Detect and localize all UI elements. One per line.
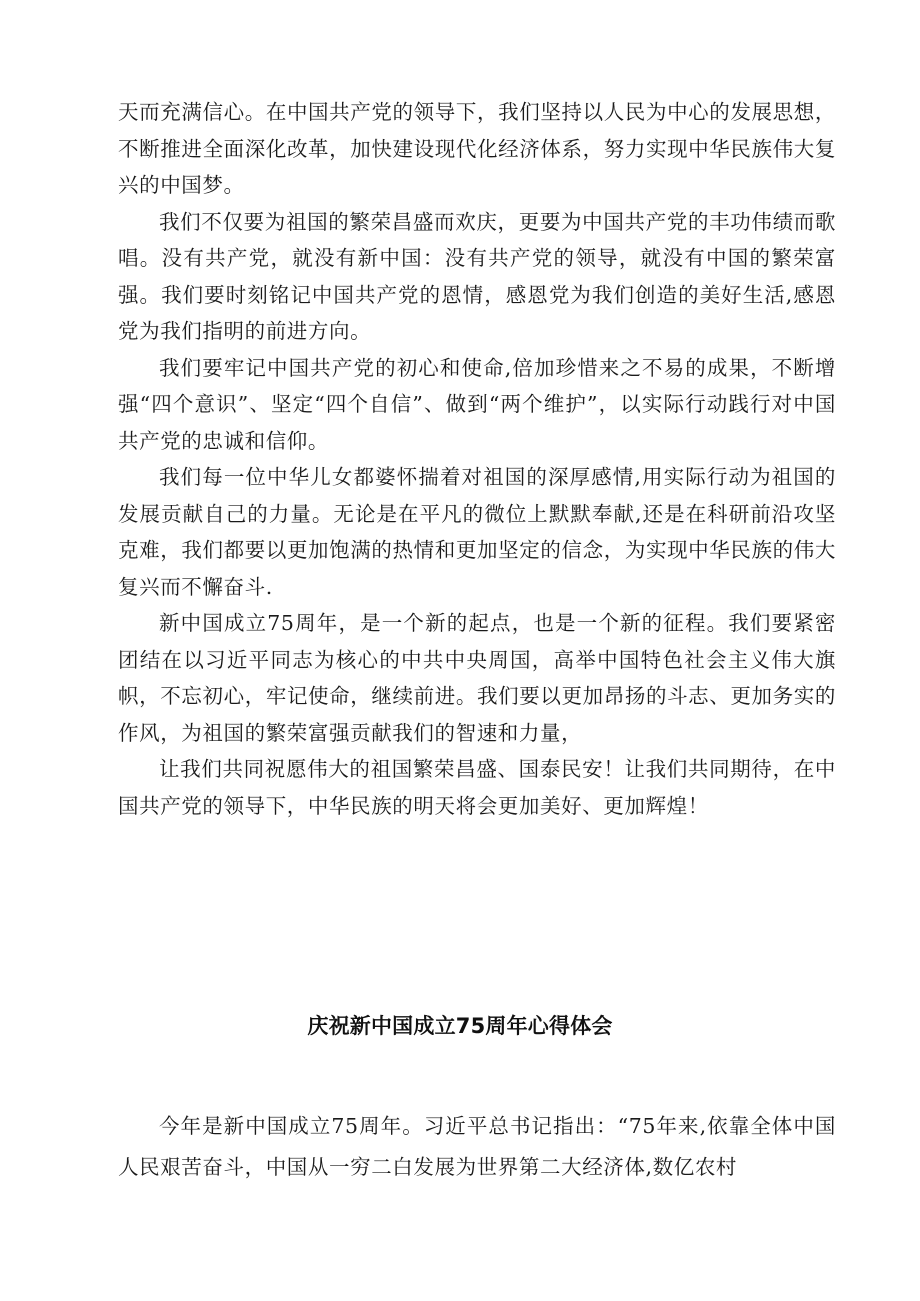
paragraph-continued: 天而充满信心。在中国共产党的领导下，我们坚持以人民为中心的发展思想，不断推进全面深化改革，加快建设现代化经济体系，努力实现中华民族伟大复兴的中国梦。 bbox=[118, 100, 836, 197]
section-body bbox=[118, 1106, 836, 1188]
section-title: 庆祝新中国成立75周年心得体会 bbox=[307, 1014, 613, 1038]
paragraph: 新中国成立75周年，是一个新的起点，也是一个新的征程。我们要紧密团结在以习近平同志为核心的中共中央周国，高举中国特色社会主义伟大旗帜，不忘初心，牢记使命，继续前进。我们要以更加昂扬的斗志、更加务实的作风，为祖国的繁荣富强贡献我们的智速和力量， bbox=[118, 611, 836, 745]
paragraph: 我们要牢记中国共产党的初心和使命,倍加珍惜来之不易的成果，不断增强“四个意识”、坚定“四个自信”、做到“两个维护”，以实际行动践行对中国共产党的忠诚和信仰。 bbox=[118, 355, 836, 453]
intro-paragraph: 今年是新中国成立75周年。习近平总书记指出：“75年来,依靠全体中国人民艰苦奋斗，中国从一穷二白发展为世界第二大经济体,数亿农村 bbox=[118, 1114, 836, 1179]
paragraph: 我们每一位中华儿女都婆怀揣着对祖国的深厚感情,用实际行动为祖国的发展贡献自己的力量。无论是在平凡的微位上默默奉献,还是在科研前沿攻坚克难，我们都要以更加饱满的热情和更加坚定的信念，为实现中华民族的伟大复兴而不懈奋斗. bbox=[118, 465, 836, 599]
paragraph: 我们不仅要为祖国的繁荣昌盛而欢庆，更要为中国共产党的丰功伟绩而歌唱。没有共产党，就没有新中国：没有共产党的领导，就没有中国的繁荣富强。我们要时刻铭记中国共产党的恩情，感恩党为我们创造的美好生活,感恩党为我们指明的前进方向。 bbox=[118, 209, 836, 343]
paragraph: 让我们共同祝愿伟大的祖国繁荣昌盛、国泰民安！让我们共同期待，在中国共产党的领导下，中华民族的明天将会更加美好、更加辉煌！ bbox=[118, 757, 836, 818]
article-body bbox=[118, 94, 836, 824]
